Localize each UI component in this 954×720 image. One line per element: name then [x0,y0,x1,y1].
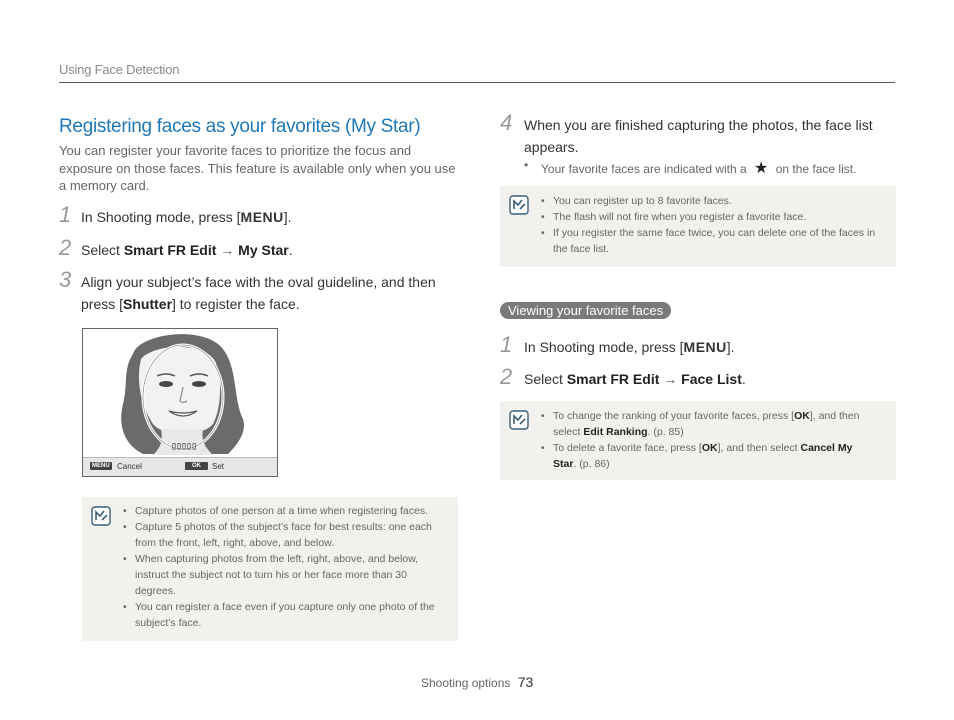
section-intro: You can register your favorite faces to prioritize the focus and exposure on those faces. This feature is available only when you use a memory card. [59,143,456,193]
face-illustration [83,329,278,459]
note-item: • If you register the same face twice, you can delete one of the faces in the face list. [541,225,881,257]
note-icon [91,506,111,526]
menu-key-icon: MENU [683,339,727,355]
note-icon [509,195,529,215]
right-step-1: 1 In Shooting mode, press [MENU]. [500,332,735,357]
note-item: • The flash will not fire when you register a favorite face. [541,209,881,225]
left-step-1: 1 In Shooting mode, press [MENU]. [59,202,292,227]
set-label: Set [212,462,225,471]
camera-softkey-bar [83,457,277,476]
note-item: • Capture 5 photos of the subject’s face for best results: one each from the front, left, right, above, and below. [123,519,443,551]
star-icon: ★ [754,160,769,177]
right-step-4: 4 When you are finished capturing the photos, the face list appears. [500,110,873,155]
capture-progress-indicator: ▯▯▯▯▯ [171,441,197,452]
step-number: 1 [500,332,513,357]
section-title: Registering faces as your favorites (My Star) [59,116,421,137]
note-item: • You can register a face even if you capture only one photo of the subject’s face. [123,599,443,631]
note-box-face-list [500,401,896,480]
note-box-capture-tips [82,497,458,641]
note-item: • Capture photos of one person at a time when registering faces. [123,503,443,519]
page-footer [421,674,533,690]
step-number: 2 [59,235,72,260]
ok-key-icon: OK [701,442,718,454]
note-box-favorites [500,186,896,267]
step4-subnote: • Your favorite faces are indicated with a ★ on the face list. [524,158,856,178]
step-number: 4 [500,110,513,135]
page-number: 73 [517,674,534,690]
left-step-2: 2 Select Smart FR Edit → My Star. [59,235,293,260]
right-step-2: 2 Select Smart FR Edit → Face List. [500,364,746,389]
ok-key-icon: OK [794,410,810,422]
footer-label: Shooting options [421,676,511,690]
step-number: 3 [59,267,72,292]
arrow-icon: → [220,242,235,258]
running-header: Using Face Detection [59,62,180,77]
subheading-pill: Viewing your favorite faces [500,302,671,319]
note-item: • When capturing photos from the left, right, above, and below, instruct the subject not to turn his or her face more than 30 degrees. [123,551,443,599]
header-rule [59,82,895,83]
menu-key-icon: MENU [92,463,110,469]
ok-key-icon: OK [185,462,208,470]
step-number: 2 [500,364,513,389]
left-step-3: 3 Align your subject’s face with the oval guideline, and then press [Shutter] to register the face. [59,267,436,312]
note-item: • To change the ranking of your favorite faces, press [OK], and then select Edit Ranking. (p. 85) [541,408,876,440]
note-icon [509,410,529,430]
note-item: • You can register up to 8 favorite faces. [541,193,881,209]
note-item: • To delete a favorite face, press [OK], and then select Cancel My Star. (p. 86) [541,440,876,472]
arrow-icon: → [663,371,678,387]
menu-key-icon: MENU [240,209,284,225]
cancel-label: Cancel [117,462,142,471]
step-number: 1 [59,202,72,227]
camera-screen-illustration [82,328,278,477]
